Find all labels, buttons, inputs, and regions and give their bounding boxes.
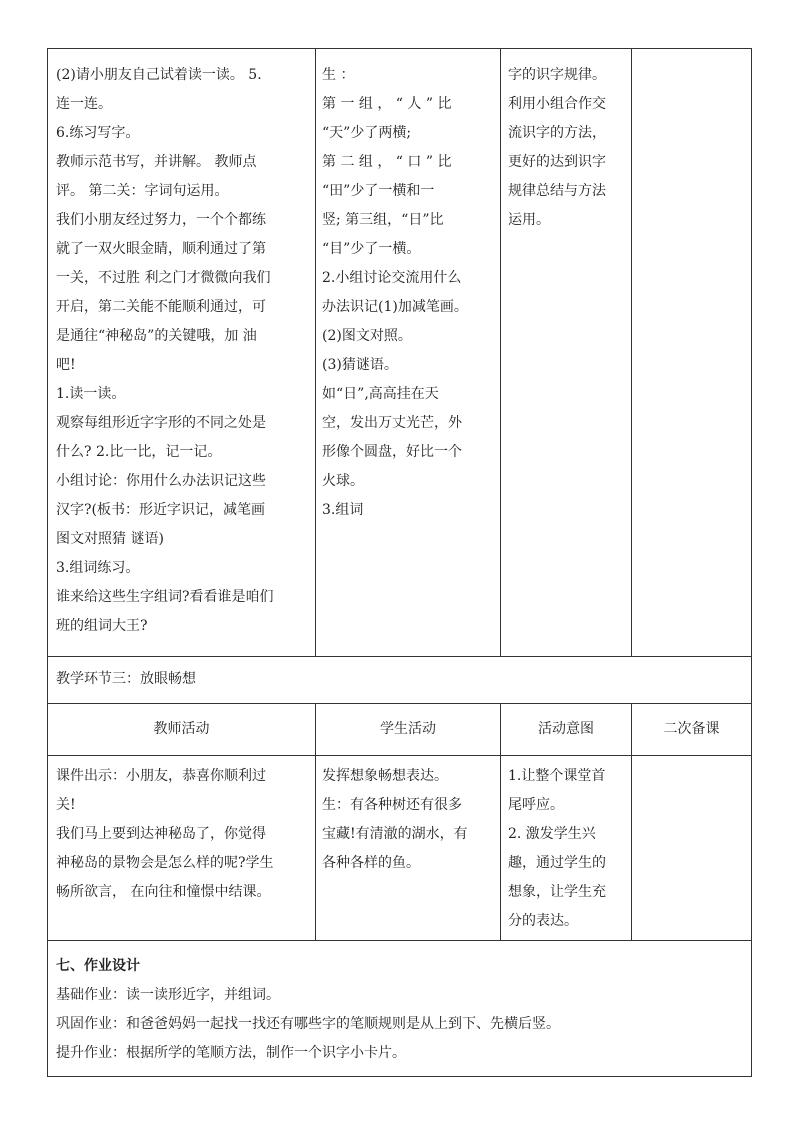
text-line: 6.练习写字。 (56, 125, 140, 141)
text-line: 一关，不过胜 利之门才微微向我们 (56, 270, 271, 286)
text-line: 关! (56, 797, 76, 813)
table-border (47, 48, 752, 49)
text-line: 流识字的方法， (508, 125, 606, 141)
table-border (751, 48, 752, 1077)
table-border (315, 48, 316, 656)
text-line: 畅所欲言， 在向往和憧憬中结课。 (56, 884, 271, 900)
table-border (500, 48, 501, 656)
text-line: 更好的达到识字 (508, 154, 606, 170)
text-line: 利用小组合作交 (508, 96, 606, 112)
homework-section (56, 952, 746, 1068)
section-title: 教学环节三：放眼畅想 (56, 671, 196, 687)
text-line: 形像个圆盘，好比一个 (322, 444, 462, 460)
table-border (631, 48, 632, 656)
text-line: 尾呼应。 (508, 797, 564, 813)
activity-intent-cell (508, 762, 630, 936)
text-line: 分的表达。 (508, 913, 578, 929)
text-line: 宝藏!有清澈的湖水，有 (322, 826, 468, 842)
text-line: 第 一 组 ， “ 人 ” 比 (322, 96, 452, 112)
text-line: 火球。 (322, 473, 364, 489)
text-line: 课件出示：小朋友，恭喜你顺利过 (56, 768, 266, 784)
column-header-teacher: 教师活动 (153, 721, 210, 737)
text-line: “田”少了一横和一 (322, 183, 435, 199)
text-line: (3)猜谜语。 (322, 357, 398, 373)
text-line: 连一连。 (56, 96, 112, 112)
text-line: 谁来给这些生字组词?看看谁是咱们 (56, 589, 274, 605)
text-line: 3.组词练习。 (56, 560, 140, 576)
homework-line: 提升作业：根据所学的笔顺方法，制作一个识字小卡片。 (56, 1045, 406, 1061)
text-line: 班的组词大王? (56, 618, 148, 634)
text-line: 神秘岛的景物会是怎么样的呢?学生 (56, 855, 274, 871)
text-line: 什么? 2.比一比，记一记。 (56, 444, 222, 460)
text-line: (2)图文对照。 (322, 328, 412, 344)
text-line: 趣，通过学生的 (508, 855, 606, 871)
text-line: 吧! (56, 357, 76, 373)
student-activity-cell (322, 762, 498, 878)
homework-line: 巩固作业：和爸爸妈妈一起找一找还有哪些字的笔顺规则是从上到下、先横后竖。 (56, 1016, 560, 1032)
text-line: 1.读一读。 (56, 386, 126, 402)
text-line: 空，发出万丈光芒，外 (322, 415, 462, 431)
text-line: 观察每组形近字字形的不同之处是 (56, 415, 266, 431)
text-line: 就了一双火眼金睛，顺利通过了第 (56, 241, 266, 257)
text-line: 规律总结与方法 (508, 183, 606, 199)
text-line: 评。 第二关：字词句运用。 (56, 183, 229, 199)
table-border (47, 656, 752, 657)
text-line: 竖; 第三组，“日”比 (322, 212, 444, 228)
text-line: 我们马上要到达神秘岛了，你觉得 (56, 826, 266, 842)
teacher-activity-cell (56, 762, 312, 907)
text-line: 发挥想象畅想表达。 (322, 768, 448, 784)
text-line: 运用。 (508, 212, 550, 228)
homework-title: 七、作业设计 (56, 958, 140, 974)
text-line: 生 ： (322, 67, 355, 83)
table-border (47, 755, 752, 756)
column-header-second-prep: 二次备课 (663, 721, 720, 737)
table-border (47, 940, 752, 941)
text-line: 汉字?(板书：形近字识记，减笔画 (56, 502, 265, 518)
text-line: “天”少了两横; (322, 125, 412, 141)
text-line: 第 二 组 ， “ 口 ” 比 (322, 154, 452, 170)
table-border (47, 48, 48, 1077)
text-line: “目”少了一横。 (322, 241, 421, 257)
text-line: 如“日”,高高挂在天 (322, 386, 439, 402)
text-line: 2.小组讨论交流用什么 (322, 270, 462, 286)
student-activity-cell (322, 61, 498, 525)
text-line: 字的识字规律。 (508, 67, 606, 83)
text-line: 我们小朋友经过努力，一个个都练 (56, 212, 266, 228)
text-line: 1.让整个课堂首 (508, 768, 606, 784)
activity-intent-cell (508, 61, 630, 235)
text-line: 2. 激发学生兴 (508, 826, 596, 842)
text-line: 图文对照猜 谜语) (56, 531, 164, 547)
text-line: (2)请小朋友自己试着读一读。 5. (56, 67, 262, 83)
text-line: 想象，让学生充 (508, 884, 606, 900)
text-line: 各种各样的鱼。 (322, 855, 420, 871)
text-line: 是通往“神秘岛”的关键哦，加 油 (56, 328, 257, 344)
text-line: 小组讨论：你用什么办法识记这些 (56, 473, 266, 489)
table-border (47, 1076, 752, 1077)
text-line: 教师示范书写，并讲解。 教师点 (56, 154, 257, 170)
text-line: 3.组词 (322, 502, 364, 518)
homework-line: 基础作业：读一读形近字，并组词。 (56, 987, 280, 1003)
teacher-activity-cell (56, 61, 312, 641)
text-line: 生：有各种树还有很多 (322, 797, 462, 813)
column-header-intent: 活动意图 (538, 721, 594, 737)
column-header-student: 学生活动 (380, 721, 436, 737)
text-line: 办法识记(1)加减笔画。 (322, 299, 468, 315)
text-line: 开启，第二关能不能顺利通过，可 (56, 299, 266, 315)
